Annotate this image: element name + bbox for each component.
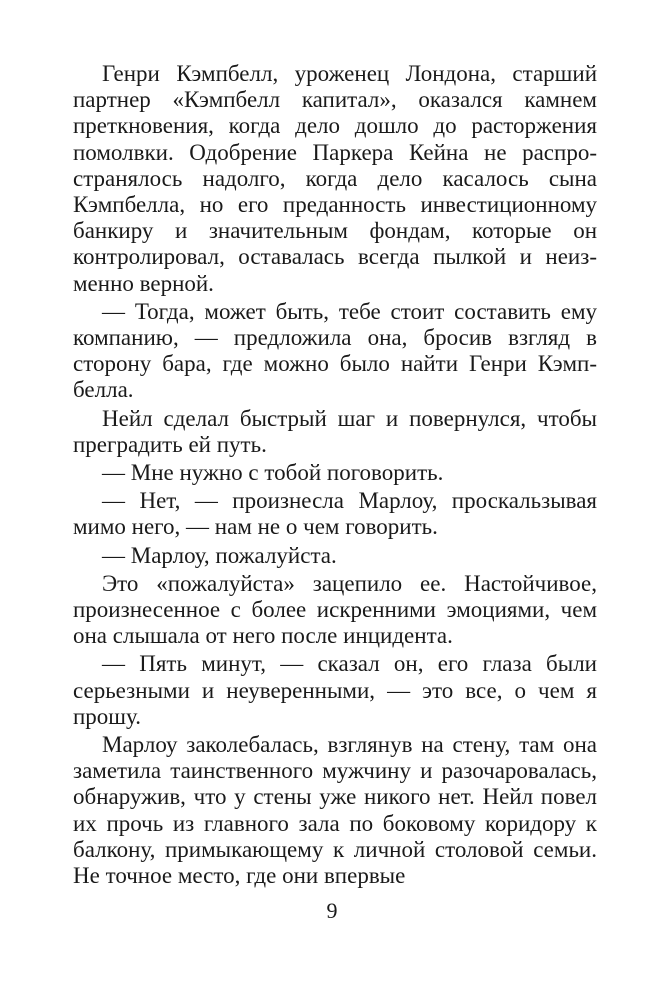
paragraph: — Марлоу, пожалуйста. bbox=[102, 542, 337, 568]
body-text bbox=[73, 61, 597, 891]
paragraph: — Мне нужно с тобой поговорить. bbox=[102, 460, 444, 486]
paragraph: Нейл сделал быстрый шаг и повернулся, чтобы преградить ей путь. bbox=[73, 405, 597, 457]
paragraph: — Тогда, может быть, тебе стоит составить ему компанию, — предложила она, бросив взгляд в сторону бара, где можно было найти Генри Кэмпбелла. bbox=[73, 298, 597, 403]
paragraph: — Пять минут, — сказал он, его глаза были серьезными и неуверенными, — это все, о чем я прошу. bbox=[73, 651, 597, 729]
paragraph: Это «пожалуйста» зацепило ее. Настойчивое, произнесенное с более искренними эмоциями, чем она слышала от него после инцидента. bbox=[73, 570, 597, 649]
paragraph: Генри Кэмпбелл, уроженец Лондона, старший партнер «Кэмпбелл капитал», оказался камнем преткновения, когда дело дошло до расторжения помолвки. Одобрение Паркера Кейна не распространялось надолго, когда дело касалось сына Кэмпбелла, но его преданность инвестиционному банкиру и значительным фондам, которые он контролировал, оставалась всегда пылкой и неизменно верной. bbox=[73, 61, 597, 296]
paragraph: — Нет, — произнесла Марлоу, проскальзывая мимо него, — нам не о чем говорить. bbox=[73, 488, 597, 540]
paragraph: Марлоу заколебалась, взглянув на стену, там она заметила таинственного мужчину и разочаровалась, обнаружив, что у стены уже никого нет. Нейл повел их прочь из главного зала по боковому коридору к балкону, примыкающему к личной столовой семьи. Не точное место, где они впервые bbox=[73, 732, 597, 889]
page-number: 9 bbox=[326, 898, 338, 923]
